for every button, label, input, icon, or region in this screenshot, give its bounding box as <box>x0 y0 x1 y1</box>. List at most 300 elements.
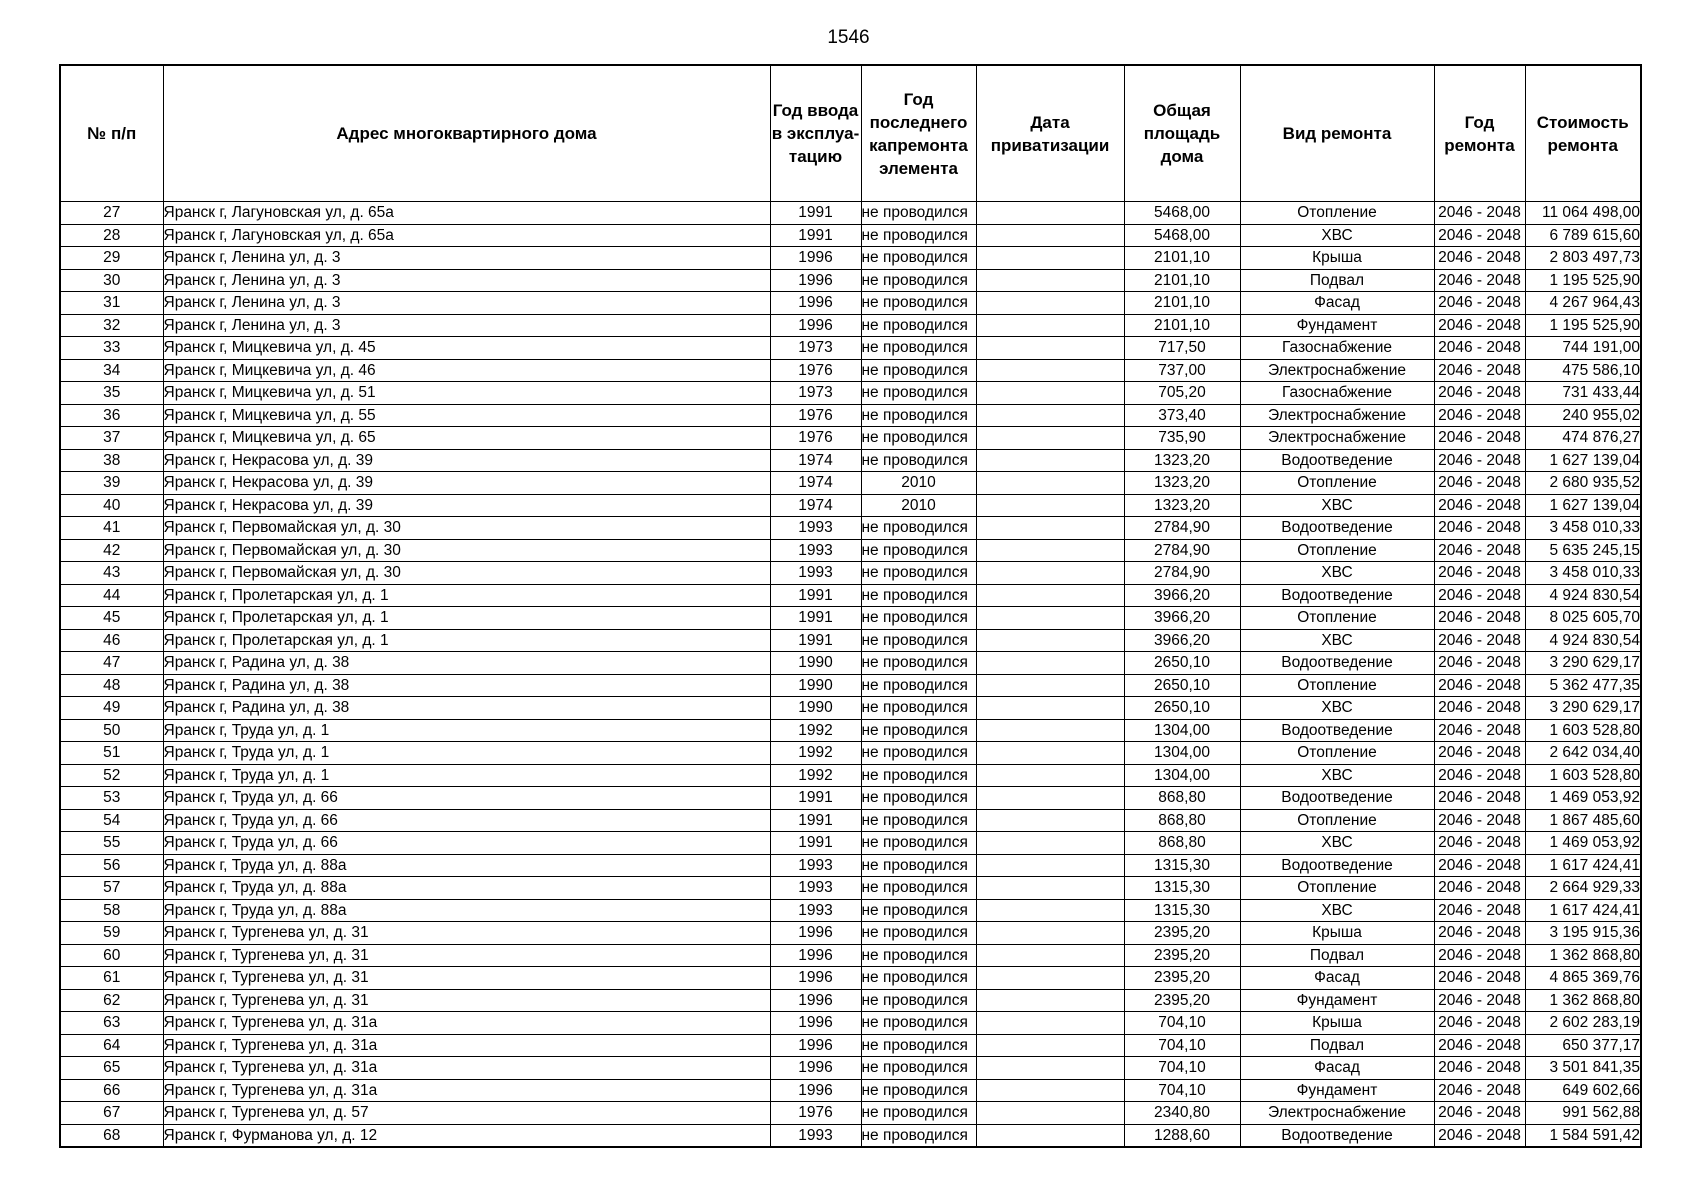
cell-address: Яранск г, Труда ул, д. 1 <box>163 764 770 787</box>
cell-address: Яранск г, Пролетарская ул, д. 1 <box>163 607 770 630</box>
cell-repair-year: 2046 - 2048 <box>1434 314 1525 337</box>
cell-privatization-date <box>976 539 1124 562</box>
table-row <box>60 719 1641 742</box>
cell-year-last-repair: не проводился <box>861 314 976 337</box>
cell-year-commission: 1993 <box>770 877 861 900</box>
cell-address: Яранск г, Ленина ул, д. 3 <box>163 314 770 337</box>
cell-privatization-date <box>976 449 1124 472</box>
cell-repair-cost: 649 602,66 <box>1525 1079 1641 1102</box>
cell-privatization-date <box>976 1057 1124 1080</box>
cell-total-area: 717,50 <box>1124 337 1240 360</box>
cell-year-last-repair: не проводился <box>861 1124 976 1147</box>
cell-total-area: 735,90 <box>1124 427 1240 450</box>
table-row <box>60 787 1641 810</box>
cell-num: 27 <box>60 202 163 225</box>
table-row <box>60 337 1641 360</box>
cell-year-commission: 1996 <box>770 314 861 337</box>
cell-address: Яранск г, Пролетарская ул, д. 1 <box>163 629 770 652</box>
cell-total-area: 1323,20 <box>1124 494 1240 517</box>
table-row <box>60 854 1641 877</box>
cell-repair-cost: 1 627 139,04 <box>1525 494 1641 517</box>
cell-total-area: 2101,10 <box>1124 314 1240 337</box>
table-row <box>60 539 1641 562</box>
cell-repair-year: 2046 - 2048 <box>1434 899 1525 922</box>
cell-repair-cost: 5 635 245,15 <box>1525 539 1641 562</box>
repair-schedule-table <box>59 64 1642 1148</box>
cell-num: 31 <box>60 292 163 315</box>
table-row <box>60 247 1641 270</box>
cell-year-last-repair: не проводился <box>861 719 976 742</box>
cell-num: 62 <box>60 989 163 1012</box>
cell-privatization-date <box>976 359 1124 382</box>
cell-repair-year: 2046 - 2048 <box>1434 787 1525 810</box>
cell-address: Яранск г, Труда ул, д. 1 <box>163 742 770 765</box>
cell-repair-cost: 744 191,00 <box>1525 337 1641 360</box>
cell-repair-cost: 240 955,02 <box>1525 404 1641 427</box>
cell-year-commission: 1974 <box>770 449 861 472</box>
cell-repair-year: 2046 - 2048 <box>1434 832 1525 855</box>
table-row <box>60 494 1641 517</box>
cell-privatization-date <box>976 944 1124 967</box>
cell-num: 61 <box>60 967 163 990</box>
header-total-area: Общая площадь дома <box>1124 65 1240 202</box>
cell-year-last-repair: не проводился <box>861 809 976 832</box>
cell-year-commission: 1976 <box>770 427 861 450</box>
cell-repair-cost: 8 025 605,70 <box>1525 607 1641 630</box>
cell-year-last-repair: 2010 <box>861 494 976 517</box>
cell-repair-year: 2046 - 2048 <box>1434 1124 1525 1147</box>
cell-year-last-repair: не проводился <box>861 247 976 270</box>
cell-year-last-repair: не проводился <box>861 337 976 360</box>
cell-total-area: 704,10 <box>1124 1034 1240 1057</box>
cell-total-area: 868,80 <box>1124 832 1240 855</box>
cell-repair-type: Электроснабжение <box>1240 404 1434 427</box>
cell-privatization-date <box>976 652 1124 675</box>
cell-year-last-repair: не проводился <box>861 607 976 630</box>
cell-repair-cost: 1 617 424,41 <box>1525 854 1641 877</box>
cell-total-area: 1315,30 <box>1124 877 1240 900</box>
cell-repair-type: Водоотведение <box>1240 517 1434 540</box>
cell-num: 42 <box>60 539 163 562</box>
cell-repair-year: 2046 - 2048 <box>1434 562 1525 585</box>
cell-repair-cost: 1 603 528,80 <box>1525 719 1641 742</box>
cell-address: Яранск г, Труда ул, д. 88а <box>163 877 770 900</box>
table-row <box>60 1079 1641 1102</box>
cell-total-area: 1304,00 <box>1124 742 1240 765</box>
cell-address: Яранск г, Мицкевича ул, д. 51 <box>163 382 770 405</box>
cell-address: Яранск г, Ленина ул, д. 3 <box>163 247 770 270</box>
cell-repair-year: 2046 - 2048 <box>1434 652 1525 675</box>
table-row <box>60 1012 1641 1035</box>
cell-total-area: 2395,20 <box>1124 922 1240 945</box>
cell-num: 47 <box>60 652 163 675</box>
cell-repair-cost: 991 562,88 <box>1525 1102 1641 1125</box>
cell-repair-type: Отопление <box>1240 809 1434 832</box>
cell-privatization-date <box>976 247 1124 270</box>
cell-year-commission: 1990 <box>770 652 861 675</box>
cell-repair-year: 2046 - 2048 <box>1434 584 1525 607</box>
cell-privatization-date <box>976 269 1124 292</box>
cell-repair-type: Водоотведение <box>1240 719 1434 742</box>
cell-year-commission: 1996 <box>770 944 861 967</box>
cell-year-commission: 1991 <box>770 629 861 652</box>
cell-privatization-date <box>976 1102 1124 1125</box>
cell-address: Яранск г, Первомайская ул, д. 30 <box>163 517 770 540</box>
cell-repair-year: 2046 - 2048 <box>1434 292 1525 315</box>
cell-total-area: 1315,30 <box>1124 854 1240 877</box>
cell-privatization-date <box>976 562 1124 585</box>
table-row <box>60 742 1641 765</box>
cell-num: 32 <box>60 314 163 337</box>
cell-year-last-repair: не проводился <box>861 697 976 720</box>
table-row <box>60 967 1641 990</box>
table-row <box>60 652 1641 675</box>
cell-privatization-date <box>976 697 1124 720</box>
cell-total-area: 1323,20 <box>1124 472 1240 495</box>
cell-repair-type: ХВС <box>1240 562 1434 585</box>
cell-privatization-date <box>976 719 1124 742</box>
cell-num: 68 <box>60 1124 163 1147</box>
cell-privatization-date <box>976 787 1124 810</box>
cell-repair-cost: 3 290 629,17 <box>1525 697 1641 720</box>
table-row <box>60 269 1641 292</box>
cell-repair-cost: 1 362 868,80 <box>1525 944 1641 967</box>
cell-repair-cost: 1 584 591,42 <box>1525 1124 1641 1147</box>
header-row <box>60 65 1641 202</box>
cell-repair-type: Подвал <box>1240 269 1434 292</box>
cell-year-last-repair: не проводился <box>861 562 976 585</box>
cell-year-commission: 1996 <box>770 1079 861 1102</box>
cell-privatization-date <box>976 854 1124 877</box>
cell-year-commission: 1996 <box>770 269 861 292</box>
cell-address: Яранск г, Тургенева ул, д. 31а <box>163 1057 770 1080</box>
cell-total-area: 2395,20 <box>1124 944 1240 967</box>
cell-repair-type: ХВС <box>1240 494 1434 517</box>
cell-privatization-date <box>976 764 1124 787</box>
cell-num: 53 <box>60 787 163 810</box>
cell-repair-cost: 650 377,17 <box>1525 1034 1641 1057</box>
cell-address: Яранск г, Труда ул, д. 88а <box>163 899 770 922</box>
cell-year-last-repair: не проводился <box>861 652 976 675</box>
table-row <box>60 607 1641 630</box>
table-row <box>60 382 1641 405</box>
cell-year-commission: 1996 <box>770 922 861 945</box>
table-row <box>60 1102 1641 1125</box>
cell-repair-year: 2046 - 2048 <box>1434 404 1525 427</box>
cell-num: 39 <box>60 472 163 495</box>
cell-repair-type: Электроснабжение <box>1240 1102 1434 1125</box>
cell-address: Яранск г, Мицкевича ул, д. 55 <box>163 404 770 427</box>
cell-repair-cost: 5 362 477,35 <box>1525 674 1641 697</box>
table-row <box>60 449 1641 472</box>
cell-address: Яранск г, Радина ул, д. 38 <box>163 652 770 675</box>
cell-repair-cost: 3 290 629,17 <box>1525 652 1641 675</box>
cell-address: Яранск г, Тургенева ул, д. 31а <box>163 1079 770 1102</box>
cell-year-commission: 1991 <box>770 224 861 247</box>
table-row <box>60 832 1641 855</box>
table-row <box>60 697 1641 720</box>
cell-privatization-date <box>976 607 1124 630</box>
cell-repair-year: 2046 - 2048 <box>1434 989 1525 1012</box>
cell-repair-type: Отопление <box>1240 539 1434 562</box>
cell-privatization-date <box>976 314 1124 337</box>
cell-year-last-repair: не проводился <box>861 539 976 562</box>
cell-num: 33 <box>60 337 163 360</box>
table-body <box>60 202 1641 1148</box>
cell-year-last-repair: не проводился <box>861 877 976 900</box>
cell-repair-year: 2046 - 2048 <box>1434 1102 1525 1125</box>
cell-year-last-repair: не проводился <box>861 584 976 607</box>
table-row <box>60 314 1641 337</box>
cell-year-last-repair: не проводился <box>861 1034 976 1057</box>
cell-year-last-repair: не проводился <box>861 292 976 315</box>
cell-total-area: 2395,20 <box>1124 967 1240 990</box>
cell-year-commission: 1990 <box>770 674 861 697</box>
cell-repair-year: 2046 - 2048 <box>1434 922 1525 945</box>
cell-privatization-date <box>976 382 1124 405</box>
cell-privatization-date <box>976 989 1124 1012</box>
cell-repair-cost: 3 458 010,33 <box>1525 517 1641 540</box>
cell-num: 59 <box>60 922 163 945</box>
cell-repair-cost: 1 362 868,80 <box>1525 989 1641 1012</box>
cell-address: Яранск г, Пролетарская ул, д. 1 <box>163 584 770 607</box>
cell-num: 34 <box>60 359 163 382</box>
cell-year-last-repair: не проводился <box>861 629 976 652</box>
cell-num: 29 <box>60 247 163 270</box>
cell-repair-type: Отопление <box>1240 607 1434 630</box>
cell-address: Яранск г, Мицкевича ул, д. 45 <box>163 337 770 360</box>
cell-address: Яранск г, Труда ул, д. 88а <box>163 854 770 877</box>
cell-num: 35 <box>60 382 163 405</box>
cell-repair-type: Отопление <box>1240 877 1434 900</box>
cell-repair-year: 2046 - 2048 <box>1434 854 1525 877</box>
cell-privatization-date <box>976 899 1124 922</box>
header-num: № п/п <box>60 65 163 202</box>
cell-address: Яранск г, Тургенева ул, д. 31 <box>163 967 770 990</box>
cell-repair-cost: 1 195 525,90 <box>1525 314 1641 337</box>
cell-year-last-repair: не проводился <box>861 517 976 540</box>
cell-year-commission: 1996 <box>770 967 861 990</box>
cell-year-commission: 1974 <box>770 494 861 517</box>
cell-repair-type: ХВС <box>1240 764 1434 787</box>
cell-year-commission: 1991 <box>770 607 861 630</box>
cell-repair-year: 2046 - 2048 <box>1434 1012 1525 1035</box>
cell-total-area: 3966,20 <box>1124 629 1240 652</box>
cell-privatization-date <box>976 742 1124 765</box>
cell-year-commission: 1993 <box>770 1124 861 1147</box>
cell-num: 65 <box>60 1057 163 1080</box>
cell-total-area: 1304,00 <box>1124 764 1240 787</box>
cell-repair-year: 2046 - 2048 <box>1434 427 1525 450</box>
cell-privatization-date <box>976 922 1124 945</box>
cell-privatization-date <box>976 1079 1124 1102</box>
cell-address: Яранск г, Тургенева ул, д. 31 <box>163 989 770 1012</box>
cell-repair-year: 2046 - 2048 <box>1434 269 1525 292</box>
cell-num: 49 <box>60 697 163 720</box>
cell-address: Яранск г, Первомайская ул, д. 30 <box>163 562 770 585</box>
cell-num: 41 <box>60 517 163 540</box>
cell-year-commission: 1974 <box>770 472 861 495</box>
cell-privatization-date <box>976 877 1124 900</box>
cell-year-last-repair: не проводился <box>861 202 976 225</box>
cell-address: Яранск г, Радина ул, д. 38 <box>163 697 770 720</box>
cell-total-area: 3966,20 <box>1124 584 1240 607</box>
cell-repair-type: Электроснабжение <box>1240 359 1434 382</box>
cell-repair-type: Отопление <box>1240 472 1434 495</box>
cell-num: 44 <box>60 584 163 607</box>
cell-repair-type: Водоотведение <box>1240 449 1434 472</box>
cell-repair-cost: 4 924 830,54 <box>1525 629 1641 652</box>
cell-total-area: 737,00 <box>1124 359 1240 382</box>
cell-year-last-repair: не проводился <box>861 1079 976 1102</box>
cell-repair-cost: 1 867 485,60 <box>1525 809 1641 832</box>
cell-year-commission: 1992 <box>770 764 861 787</box>
cell-year-last-repair: не проводился <box>861 269 976 292</box>
cell-num: 67 <box>60 1102 163 1125</box>
cell-repair-year: 2046 - 2048 <box>1434 1057 1525 1080</box>
cell-repair-type: ХВС <box>1240 697 1434 720</box>
cell-repair-cost: 4 267 964,43 <box>1525 292 1641 315</box>
cell-repair-year: 2046 - 2048 <box>1434 202 1525 225</box>
header-privatization-date: Дата приватизации <box>976 65 1124 202</box>
cell-total-area: 2784,90 <box>1124 562 1240 585</box>
cell-repair-cost: 1 195 525,90 <box>1525 269 1641 292</box>
cell-repair-cost: 475 586,10 <box>1525 359 1641 382</box>
cell-privatization-date <box>976 674 1124 697</box>
cell-privatization-date <box>976 224 1124 247</box>
cell-privatization-date <box>976 832 1124 855</box>
cell-repair-type: Водоотведение <box>1240 584 1434 607</box>
cell-repair-cost: 1 627 139,04 <box>1525 449 1641 472</box>
cell-privatization-date <box>976 427 1124 450</box>
cell-year-last-repair: не проводился <box>861 787 976 810</box>
cell-total-area: 1323,20 <box>1124 449 1240 472</box>
cell-repair-type: Водоотведение <box>1240 652 1434 675</box>
cell-year-last-repair: не проводился <box>861 764 976 787</box>
cell-total-area: 2101,10 <box>1124 247 1240 270</box>
cell-num: 52 <box>60 764 163 787</box>
cell-year-last-repair: 2010 <box>861 472 976 495</box>
cell-year-commission: 1991 <box>770 202 861 225</box>
cell-year-commission: 1976 <box>770 1102 861 1125</box>
cell-repair-type: Подвал <box>1240 1034 1434 1057</box>
cell-address: Яранск г, Лагуновская ул, д. 65а <box>163 224 770 247</box>
cell-num: 66 <box>60 1079 163 1102</box>
cell-repair-year: 2046 - 2048 <box>1434 967 1525 990</box>
cell-year-commission: 1992 <box>770 742 861 765</box>
cell-repair-year: 2046 - 2048 <box>1434 1079 1525 1102</box>
cell-year-last-repair: не проводился <box>861 967 976 990</box>
cell-address: Яранск г, Радина ул, д. 38 <box>163 674 770 697</box>
table-row <box>60 899 1641 922</box>
cell-repair-year: 2046 - 2048 <box>1434 449 1525 472</box>
cell-repair-cost: 2 642 034,40 <box>1525 742 1641 765</box>
cell-total-area: 868,80 <box>1124 787 1240 810</box>
cell-repair-type: Фундамент <box>1240 989 1434 1012</box>
cell-repair-year: 2046 - 2048 <box>1434 224 1525 247</box>
cell-year-commission: 1993 <box>770 517 861 540</box>
cell-num: 55 <box>60 832 163 855</box>
cell-repair-year: 2046 - 2048 <box>1434 472 1525 495</box>
cell-repair-type: Электроснабжение <box>1240 427 1434 450</box>
cell-repair-cost: 2 664 929,33 <box>1525 877 1641 900</box>
cell-total-area: 373,40 <box>1124 404 1240 427</box>
cell-year-commission: 1993 <box>770 854 861 877</box>
cell-privatization-date <box>976 1012 1124 1035</box>
cell-address: Яранск г, Тургенева ул, д. 31а <box>163 1012 770 1035</box>
cell-address: Яранск г, Некрасова ул, д. 39 <box>163 494 770 517</box>
cell-num: 48 <box>60 674 163 697</box>
cell-repair-type: ХВС <box>1240 629 1434 652</box>
cell-repair-year: 2046 - 2048 <box>1434 517 1525 540</box>
cell-num: 51 <box>60 742 163 765</box>
cell-year-commission: 1991 <box>770 787 861 810</box>
cell-address: Яранск г, Некрасова ул, д. 39 <box>163 472 770 495</box>
cell-address: Яранск г, Фурманова ул, д. 12 <box>163 1124 770 1147</box>
cell-year-last-repair: не проводился <box>861 359 976 382</box>
cell-privatization-date <box>976 967 1124 990</box>
cell-year-last-repair: не проводился <box>861 224 976 247</box>
cell-num: 64 <box>60 1034 163 1057</box>
cell-year-commission: 1993 <box>770 562 861 585</box>
cell-privatization-date <box>976 404 1124 427</box>
cell-repair-type: ХВС <box>1240 899 1434 922</box>
cell-year-commission: 1973 <box>770 337 861 360</box>
cell-year-commission: 1991 <box>770 832 861 855</box>
cell-address: Яранск г, Тургенева ул, д. 31 <box>163 944 770 967</box>
table-row <box>60 562 1641 585</box>
table-row <box>60 292 1641 315</box>
cell-year-last-repair: не проводился <box>861 854 976 877</box>
cell-total-area: 1315,30 <box>1124 899 1240 922</box>
header-address: Адрес многоквартирного дома <box>163 65 770 202</box>
cell-repair-type: Подвал <box>1240 944 1434 967</box>
cell-repair-type: Водоотведение <box>1240 1124 1434 1147</box>
cell-repair-cost: 3 458 010,33 <box>1525 562 1641 585</box>
cell-repair-year: 2046 - 2048 <box>1434 1034 1525 1057</box>
cell-privatization-date <box>976 494 1124 517</box>
cell-year-commission: 1992 <box>770 719 861 742</box>
cell-year-commission: 1973 <box>770 382 861 405</box>
cell-repair-cost: 4 865 369,76 <box>1525 967 1641 990</box>
cell-address: Яранск г, Тургенева ул, д. 31 <box>163 922 770 945</box>
cell-year-commission: 1996 <box>770 247 861 270</box>
cell-repair-cost: 2 803 497,73 <box>1525 247 1641 270</box>
cell-repair-type: Газоснабжение <box>1240 382 1434 405</box>
cell-year-last-repair: не проводился <box>861 674 976 697</box>
cell-repair-cost: 2 680 935,52 <box>1525 472 1641 495</box>
cell-total-area: 1304,00 <box>1124 719 1240 742</box>
cell-year-last-repair: не проводился <box>861 832 976 855</box>
cell-total-area: 2650,10 <box>1124 652 1240 675</box>
cell-year-last-repair: не проводился <box>861 989 976 1012</box>
table-row <box>60 629 1641 652</box>
cell-repair-cost: 4 924 830,54 <box>1525 584 1641 607</box>
cell-repair-year: 2046 - 2048 <box>1434 607 1525 630</box>
cell-repair-cost: 1 469 053,92 <box>1525 832 1641 855</box>
cell-year-last-repair: не проводился <box>861 427 976 450</box>
cell-year-commission: 1996 <box>770 1034 861 1057</box>
cell-repair-type: Фасад <box>1240 292 1434 315</box>
table-row <box>60 517 1641 540</box>
cell-year-commission: 1993 <box>770 899 861 922</box>
cell-repair-year: 2046 - 2048 <box>1434 382 1525 405</box>
cell-repair-type: Отопление <box>1240 742 1434 765</box>
cell-repair-cost: 6 789 615,60 <box>1525 224 1641 247</box>
cell-total-area: 2340,80 <box>1124 1102 1240 1125</box>
cell-num: 36 <box>60 404 163 427</box>
cell-num: 43 <box>60 562 163 585</box>
